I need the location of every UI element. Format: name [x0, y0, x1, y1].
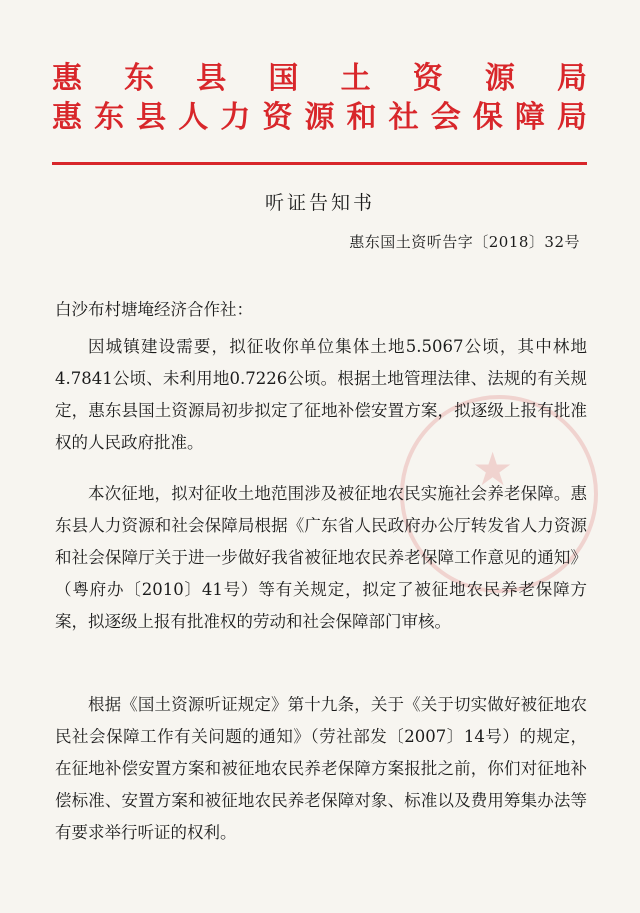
- header-char: 保: [472, 100, 503, 135]
- header-char: 会: [430, 100, 461, 135]
- header-char: 力: [220, 100, 251, 135]
- header-char: 资: [262, 100, 293, 135]
- salutation: 白沙布村塘埯经济合作社：: [55, 300, 253, 319]
- header-divider: [52, 162, 587, 165]
- body-paragraph: 因城镇建设需要，拟征收你单位集体土地5.5067公顷，其中林地4.7841公顷、未利用地0.7226公顷。根据土地管理法律、法规的有关规定，惠东县国土资源局初步拟定了征地补偿安置方案，拟逐级上报有批准权的人民政府批准。: [55, 337, 587, 452]
- header-char: 县: [136, 100, 167, 135]
- header-char: 资: [412, 61, 443, 96]
- header-char: 东: [124, 61, 155, 96]
- header-char: 局: [556, 100, 587, 135]
- header-char: 惠: [52, 61, 82, 96]
- header-char: 源: [484, 61, 515, 96]
- header-char: 社: [388, 100, 419, 135]
- header-char: 局: [556, 61, 587, 96]
- header-char: 惠: [52, 100, 82, 135]
- body-paragraph: 本次征地，拟对征收土地范围涉及被征地农民实施社会养老保障。惠东县人力资源和社会保障局根据《广东省人民政府办公厅转发省人力资源和社会保障厅关于进一步做好我省被征地农民养老保障工作意见的通知》（粤府办〔2010〕41号）等有关规定，拟定了被征地农民养老保障方案，拟逐级上报有批准权的劳动和社会保障部门审核。: [55, 484, 587, 631]
- header-char: 国: [268, 61, 299, 96]
- header-char: 障: [514, 100, 545, 135]
- header-char: 人: [178, 100, 209, 135]
- header-char: 东: [94, 100, 125, 135]
- header-char: 和: [346, 100, 377, 135]
- document-title: 听证告知书: [264, 192, 375, 214]
- header-char: 源: [304, 100, 335, 135]
- issuing-agency-line-2: [52, 99, 587, 137]
- header-char: 县: [196, 61, 227, 96]
- body-paragraph: 根据《国土资源听证规定》第十九条，关于《关于切实做好被征地农民社会保障工作有关问题的通知》（劳社部发〔2007〕14号）的规定，在征地补偿安置方案和被征地农民养老保障方案报批之前，你们对征地补偿标准、安置方案和被征地农民养老保障对象、标准以及费用筹集办法等有要求举行听证的权利。: [55, 695, 587, 842]
- seal-star-icon: ★: [472, 442, 514, 496]
- issuing-agency-line-1: [52, 60, 587, 98]
- document-number: 惠东国土资听告字〔2018〕32号: [349, 233, 580, 251]
- header-char: 土: [340, 61, 371, 96]
